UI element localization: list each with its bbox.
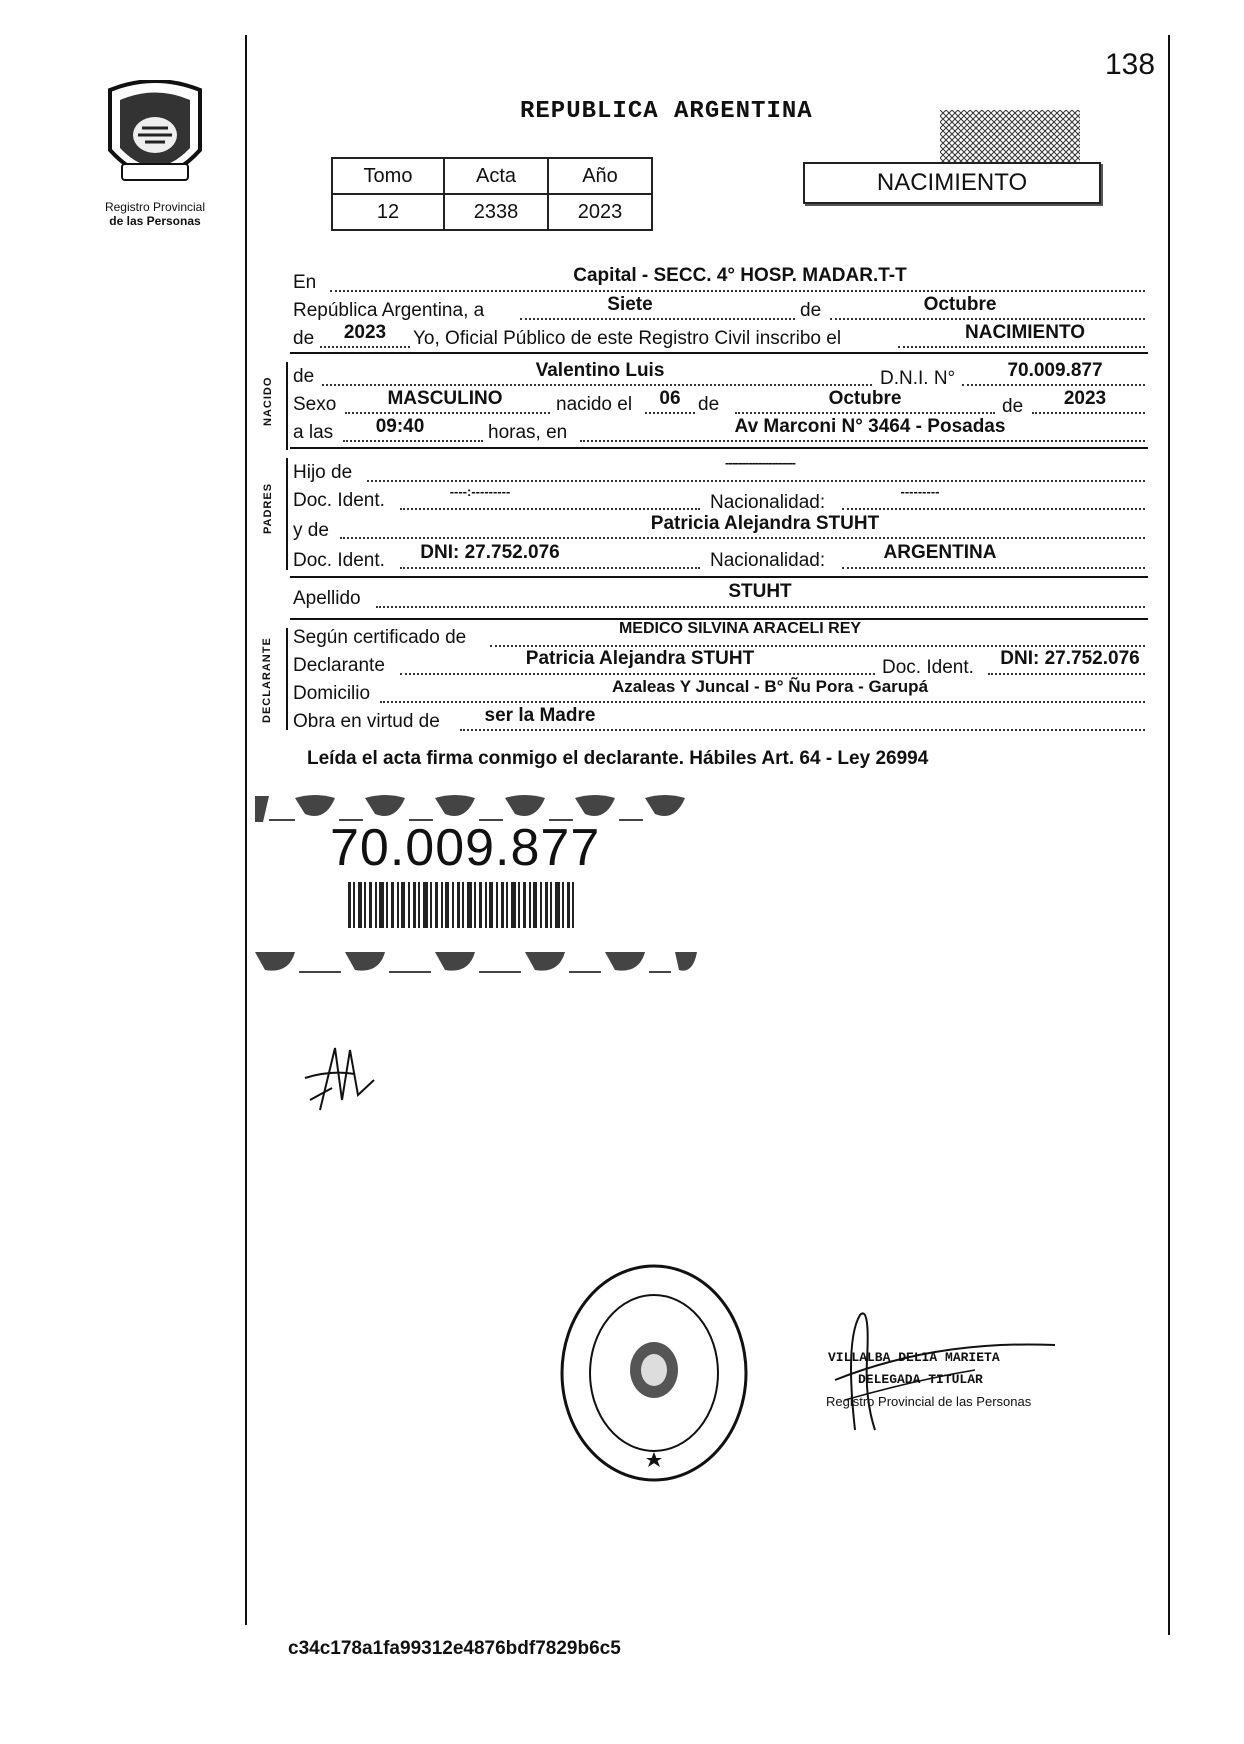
apellido-label: Apellido: [293, 588, 361, 609]
padres-doc2: DNI: 27.752.076: [420, 542, 560, 563]
intro-rule: [290, 352, 1148, 354]
dots-nac2: [842, 567, 1145, 569]
nacido-bracket: [286, 362, 288, 450]
hora-label: a las: [293, 422, 334, 443]
nacido-sexo: MASCULINO: [387, 388, 503, 409]
left-margin-line: [245, 35, 247, 1625]
dots-dia: [520, 318, 795, 320]
country-title: REPUBLICA ARGENTINA: [520, 98, 813, 125]
dots-apellido: [376, 606, 1145, 608]
apellido-value: STUHT: [728, 581, 792, 602]
dots-anio: [320, 346, 410, 348]
barcode: [348, 882, 574, 928]
delegation-seal: [558, 1262, 750, 1484]
dots-obra: [460, 729, 1145, 731]
dots-nac1: [842, 508, 1145, 510]
padres-rule: [290, 576, 1148, 578]
dots-doc2: [400, 567, 700, 569]
horas-en-label: horas, en: [488, 422, 568, 443]
acta-header: Acta: [444, 158, 548, 194]
official-stamp-role: DELEGADA TITULAR: [858, 1372, 983, 1387]
declarante-decl: Patricia Alejandra STUHT: [525, 648, 755, 669]
dom-label: Domicilio: [293, 683, 371, 704]
obra-label: Obra en virtud de: [293, 711, 440, 732]
registry-label-1: Registro Provincial: [104, 200, 206, 214]
nacido-el-label: nacido el: [556, 394, 633, 415]
dots-padre: [367, 480, 1145, 482]
anio-value: 2023: [548, 194, 652, 230]
declarante-dom: Azaleas Y Juncal - B° Ñu Pora - Garupá: [611, 677, 929, 696]
nacido-de2-label: de: [698, 394, 720, 415]
doc2-label: Doc. Ident.: [293, 550, 385, 571]
declarante-cert: MEDICO SILVINA ARACELI REY: [618, 620, 862, 637]
registry-label-2: de las Personas: [109, 214, 201, 228]
sexo-label: Sexo: [293, 394, 337, 415]
decl-label: Declarante: [293, 655, 385, 676]
padres-section-label: PADRES: [262, 482, 274, 534]
en-label: En: [293, 272, 317, 293]
padres-nac1: ---------: [900, 484, 940, 499]
dots-doc1: [400, 508, 700, 510]
padres-padre: ---------------------: [725, 455, 795, 470]
nacido-anio: 2023: [1063, 388, 1107, 409]
registry-emblem: [100, 80, 210, 195]
nacido-rule: [290, 447, 1148, 449]
dots-nombre: [322, 384, 872, 386]
tomo-header: Tomo: [332, 158, 444, 194]
nacido-de-label: de: [293, 366, 315, 387]
dots-dia-nac: [645, 412, 695, 414]
official-signature: [815, 1300, 1065, 1440]
hijo-label: Hijo de: [293, 462, 353, 483]
de-label: de: [800, 300, 822, 321]
intro-anio: 2023: [343, 322, 387, 343]
page-number: 138: [1105, 48, 1156, 81]
nacido-de3-label: de: [1002, 396, 1024, 417]
nac2-label: Nacionalidad:: [710, 550, 826, 571]
security-pattern: [940, 110, 1080, 162]
dots-lugar-nac: [580, 440, 1145, 442]
dots-cert: [490, 645, 1145, 647]
yde-label: y de: [293, 520, 329, 541]
anio-header: Año: [548, 158, 652, 194]
nacido-dia: 06: [659, 388, 681, 409]
closing-text: Leída el acta firma conmigo el declarante. Hábiles Art. 64 - Ley 26994: [307, 748, 929, 769]
dots-sexo: [345, 412, 550, 414]
doc1-label: Doc. Ident.: [293, 490, 385, 511]
dots-decl: [400, 673, 875, 675]
de2-label: de: [293, 328, 315, 349]
intro-mes: Octubre: [923, 294, 997, 315]
dots-dom: [380, 701, 1145, 703]
declarante-section-label: DECLARANTE: [261, 637, 273, 723]
oficial-text: Yo, Oficial Público de este Registro Civil inscribo el: [413, 328, 842, 349]
dni-label: D.N.I. N°: [880, 368, 956, 389]
official-stamp-office: Registro Provincial de las Personas: [826, 1394, 1032, 1409]
initials-signature: [300, 1040, 380, 1120]
padres-doc1: ----:---------: [449, 484, 511, 499]
padres-madre: Patricia Alejandra STUHT: [650, 513, 880, 534]
official-stamp-name: VILLALBA DELIA MARIETA: [828, 1350, 1000, 1365]
id-stamp-number: 70.009.877: [330, 819, 601, 877]
right-margin-line: [1168, 35, 1170, 1635]
doc-type-box: [803, 162, 1101, 204]
record-table: [331, 157, 653, 231]
dots-dni: [962, 384, 1145, 386]
acta-value: 2338: [444, 194, 548, 230]
dots-madre: [340, 537, 1145, 539]
security-band-bottom: [255, 950, 700, 978]
dots-anio-nac: [1032, 412, 1145, 414]
declarante-doc: DNI: 27.752.076: [1000, 648, 1140, 669]
tomo-value: 12: [332, 194, 444, 230]
dots-mes: [830, 318, 1145, 320]
nacido-hora: 09:40: [375, 416, 425, 437]
nacido-section-label: NACIDO: [262, 376, 274, 426]
nacido-mes: Octubre: [828, 388, 902, 409]
nacido-dni: 70.009.877: [1007, 360, 1103, 381]
padres-nac2: ARGENTINA: [883, 542, 997, 563]
republica-label: República Argentina, a: [293, 300, 485, 321]
intro-tipo: NACIMIENTO: [965, 322, 1085, 343]
nacido-lugar: Av Marconi N° 3464 - Posadas: [734, 416, 1006, 437]
nac1-label: Nacionalidad:: [710, 492, 826, 513]
dots-mes-nac: [735, 412, 995, 414]
declarante-bracket: [286, 628, 288, 730]
intro-dia: Siete: [607, 294, 653, 315]
dots-tipo: [898, 346, 1145, 348]
dots-hora: [343, 440, 483, 442]
decl-doc-label: Doc. Ident.: [882, 657, 974, 678]
padres-bracket: [286, 458, 288, 570]
doc-type-label: NACIMIENTO: [876, 169, 1028, 196]
declarante-obra: ser la Madre: [484, 705, 596, 726]
dots-decl-doc: [988, 673, 1145, 675]
nacido-nombre: Valentino Luis: [535, 360, 665, 381]
intro-lugar: Capital - SECC. 4° HOSP. MADAR.T-T: [573, 265, 907, 286]
dots-lugar: [330, 290, 1145, 292]
document-hash: c34c178a1fa99312e4876bdf7829b6c5: [288, 1638, 621, 1659]
cert-label: Según certificado de: [293, 627, 467, 648]
